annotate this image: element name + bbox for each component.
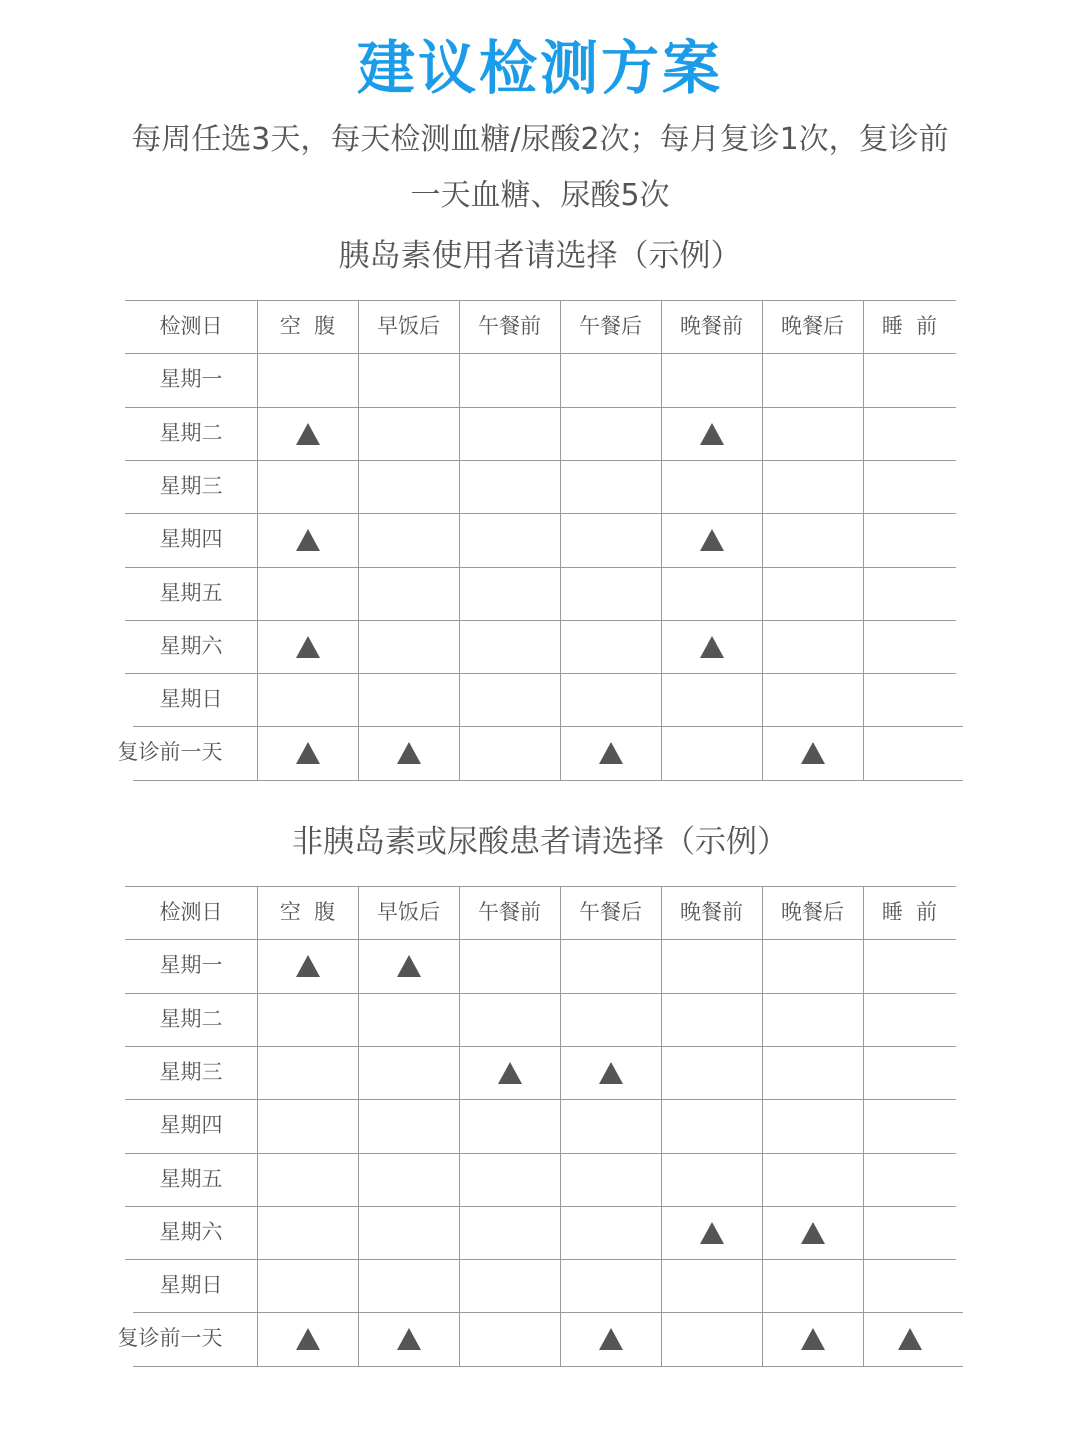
table-2-title: 非胰岛素或尿酸患者请选择（示例） — [292, 824, 788, 860]
triangle-up-icon — [296, 1328, 320, 1350]
header-cell-day: 检测日 — [159, 900, 223, 924]
table-column-divider — [560, 886, 561, 1366]
triangle-up-icon — [296, 955, 320, 977]
table-column-divider — [459, 886, 460, 1366]
triangle-up-icon — [296, 423, 320, 445]
triangle-up-icon — [599, 1062, 623, 1084]
table-column-divider — [863, 300, 864, 780]
triangle-up-icon — [296, 529, 320, 551]
header-cell: 晚餐后 — [781, 314, 844, 338]
header-cell: 晚餐前 — [680, 900, 743, 924]
row-label: 星期三 — [159, 1060, 223, 1084]
table-column-divider — [560, 300, 561, 780]
header-cell: 午餐前 — [478, 314, 541, 338]
table-row-divider — [133, 780, 963, 781]
triangle-up-icon — [397, 742, 421, 764]
table-1-title: 胰岛素使用者请选择（示例） — [338, 238, 742, 274]
triangle-up-icon — [801, 1328, 825, 1350]
page-subtitle: 每周任选3天，每天检测血糖/尿酸2次；每月复诊1次，复诊前一天血糖、尿酸5次 — [131, 122, 949, 213]
header-cell: 睡 前 — [881, 314, 938, 338]
row-label: 星期一 — [159, 367, 223, 391]
triangle-up-icon — [296, 636, 320, 658]
page-title: 建议检测方案 — [356, 34, 723, 102]
table-column-divider — [863, 886, 864, 1366]
table-row-divider — [133, 1366, 963, 1367]
row-label: 复诊前一天 — [117, 740, 223, 764]
triangle-up-icon — [700, 636, 724, 658]
table-column-divider — [257, 300, 258, 780]
row-label: 星期二 — [159, 421, 223, 445]
header-cell: 晚餐前 — [680, 314, 743, 338]
triangle-up-icon — [801, 1222, 825, 1244]
header-cell: 午餐前 — [478, 900, 541, 924]
row-label: 星期日 — [159, 1273, 223, 1297]
triangle-up-icon — [700, 1222, 724, 1244]
row-label: 星期六 — [159, 1220, 223, 1244]
triangle-up-icon — [599, 742, 623, 764]
row-label: 星期三 — [159, 474, 223, 498]
header-cell: 午餐后 — [579, 314, 642, 338]
table-column-divider — [257, 886, 258, 1366]
triangle-up-icon — [700, 423, 724, 445]
row-label: 星期四 — [159, 527, 223, 551]
table-column-divider — [762, 300, 763, 780]
header-cell: 早饭后 — [377, 900, 440, 924]
row-label: 星期五 — [159, 581, 223, 605]
row-label: 星期四 — [159, 1113, 223, 1137]
table-column-divider — [358, 886, 359, 1366]
header-cell: 空 腹 — [279, 314, 336, 338]
row-label: 星期二 — [159, 1007, 223, 1031]
triangle-up-icon — [296, 742, 320, 764]
header-cell: 午餐后 — [579, 900, 642, 924]
table-column-divider — [459, 300, 460, 780]
header-cell: 早饭后 — [377, 314, 440, 338]
table-column-divider — [762, 886, 763, 1366]
header-cell-day: 检测日 — [159, 314, 223, 338]
table-column-divider — [661, 886, 662, 1366]
table-column-divider — [661, 300, 662, 780]
row-label: 星期一 — [159, 953, 223, 977]
header-cell: 空 腹 — [279, 900, 336, 924]
table-column-divider — [358, 300, 359, 780]
triangle-up-icon — [599, 1328, 623, 1350]
triangle-up-icon — [498, 1062, 522, 1084]
row-label: 复诊前一天 — [117, 1326, 223, 1350]
triangle-up-icon — [801, 742, 825, 764]
triangle-up-icon — [397, 955, 421, 977]
header-cell: 睡 前 — [881, 900, 938, 924]
row-label: 星期日 — [159, 687, 223, 711]
header-cell: 晚餐后 — [781, 900, 844, 924]
triangle-up-icon — [700, 529, 724, 551]
triangle-up-icon — [898, 1328, 922, 1350]
triangle-up-icon — [397, 1328, 421, 1350]
row-label: 星期五 — [159, 1167, 223, 1191]
row-label: 星期六 — [159, 634, 223, 658]
